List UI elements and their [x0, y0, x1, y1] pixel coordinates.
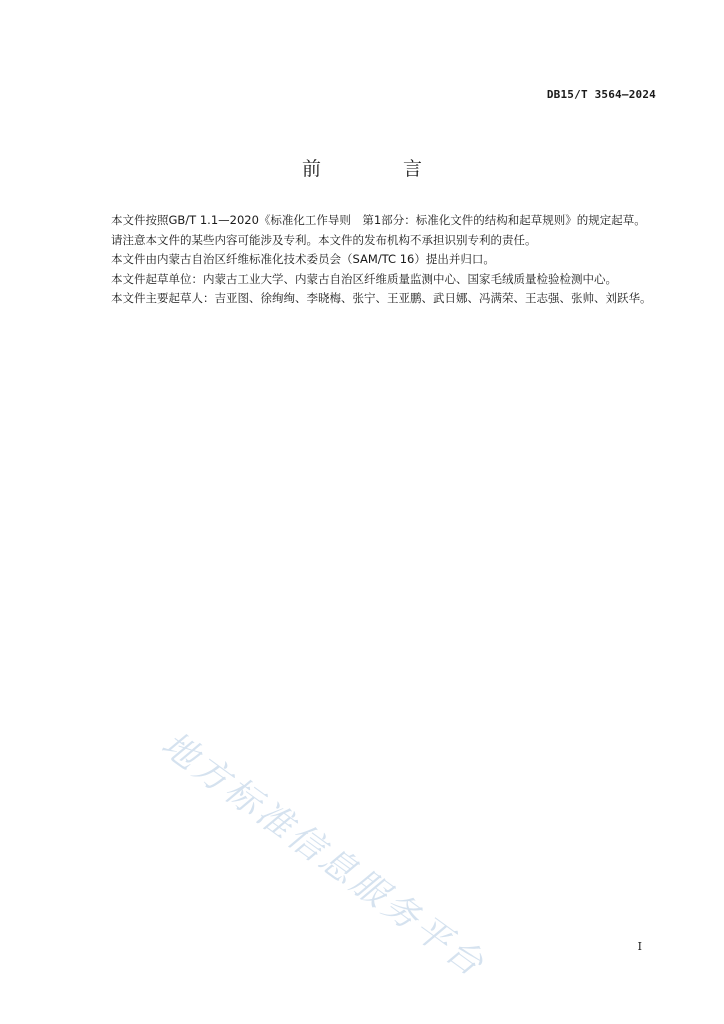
paragraph-drafters: 本文件主要起草人：吉亚图、徐绚绚、李晓梅、张宁、王亚鹏、武日娜、冯满荣、王志强、张帅、刘跃华。: [111, 291, 652, 305]
watermark: 地方标准信息服务平台: [153, 724, 493, 987]
page-number: I: [637, 940, 642, 953]
paragraph-drafting-units: 本文件起草单位：内蒙古工业大学、内蒙古自治区纤维质量监测中心、国家毛绒质量检验检测中心。: [111, 271, 617, 286]
section-title: 前 言: [301, 158, 461, 180]
foreword-body: [88, 211, 658, 309]
paragraph-patent-notice: 请注意本文件的某些内容可能涉及专利。本文件的发布机构不承担识别专利的责任。: [111, 232, 537, 247]
document-code: DB15/T 3564—2024: [546, 88, 656, 101]
paragraph-drafting-rules: 本文件按照GB/T 1.1—2020《标准化工作导则 第1部分：标准化文件的结构和起草规则》的规定起草。: [111, 213, 646, 227]
paragraph-proposer: 本文件由内蒙古自治区纤维标准化技术委员会（SAM/TC 16）提出并归口。: [111, 252, 495, 266]
